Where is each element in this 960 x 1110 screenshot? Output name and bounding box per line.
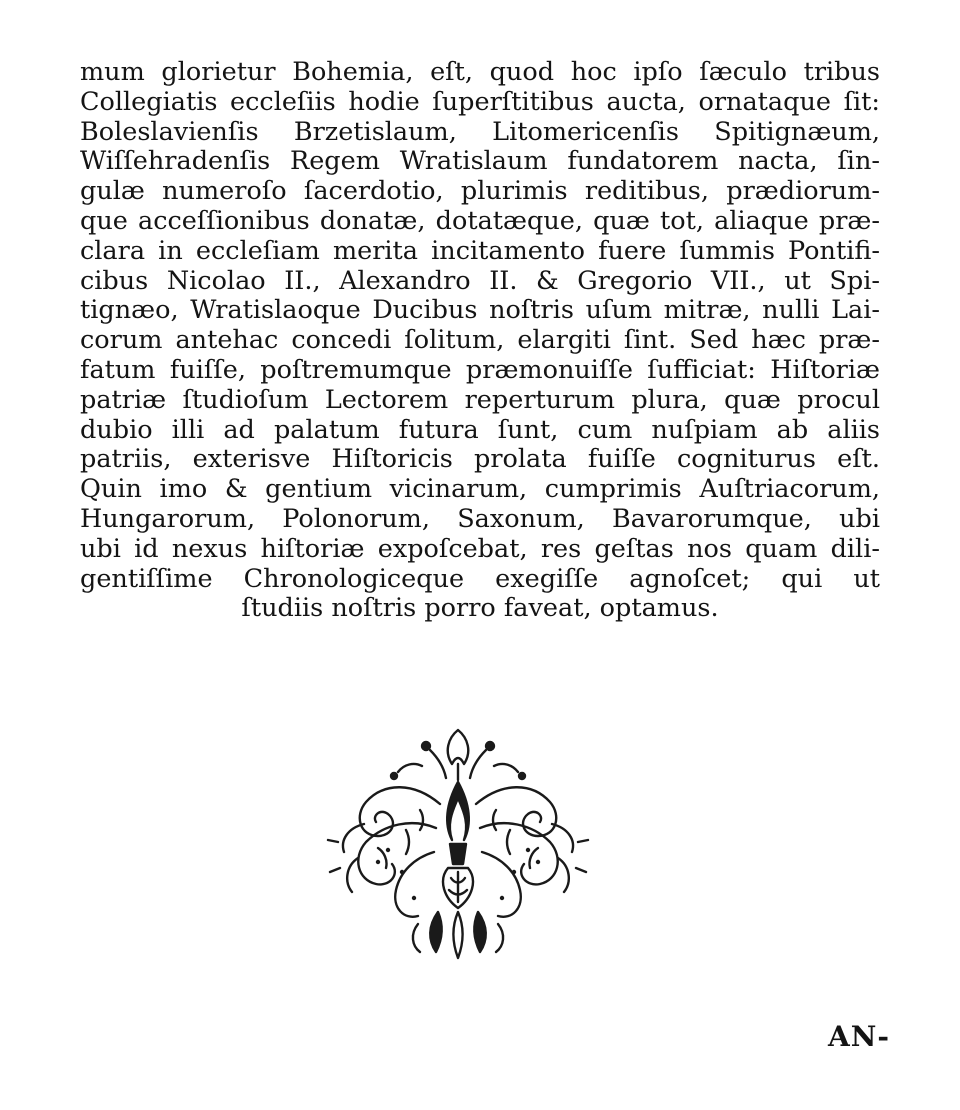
text-line: gulæ numeroſo ſacerdotio, plurimis reditibus, prædiorum- [80,176,880,207]
floral-tailpiece-ornament-icon [318,712,598,972]
text-line: dubio illi ad palatum futura ſunt, cum nuſpiam ab aliis [80,414,880,445]
text-line: clara in eccleſiam merita incitamento fuere ſummis Pontifi- [80,235,880,266]
text-line: patriis, exterisve Hiſtoricis prolata fuiſſe cogniturus eſt. [80,444,880,475]
text-line: Hungarorum, Polonorum, Saxonum, Bavarorumque, ubi [80,503,880,534]
ornament-drawing [318,712,598,972]
text-line: fatum fuiſſe, poſtremumque præmonuiſſe ſufficiat: Hiſtoriæ [80,354,880,385]
text-line: gentiſſime Chronologiceque exegiſſe agnoſcet; qui ut [80,563,880,594]
body-text [80,58,880,624]
text-line: patriæ ſtudioſum Lectorem reperturum plura, quæ procul [80,384,880,415]
catchword: AN- [828,1020,890,1053]
text-line-last: ſtudiis noſtris porro faveat, optamus. [241,593,719,624]
text-line: Wiſſehradenſis Regem Wratislaum fundatorem nacta, ſin- [80,146,880,177]
text-line: Quin imo & gentium vicinarum, cumprimis Auſtriacorum, [80,474,880,505]
text-line: que acceſſionibus donatæ, dotatæque, quæ tot, aliaque præ- [80,205,880,236]
text-line: Boleslavienſis Brzetislaum, Litomericenſis Spitignæum, [80,116,880,147]
text-line: tignæo, Wratislaoque Ducibus noſtris uſum mitræ, nulli Lai- [80,295,880,326]
text-line: ubi id nexus hiſtoriæ expoſcebat, res geſtas nos quam dili- [80,533,880,564]
text-line: mum glorietur Bohemia, eſt, quod hoc ipſo ſæculo tribus [80,57,880,87]
text-line: cibus Nicolao II., Alexandro II. & Gregorio VII., ut Spi- [80,265,880,296]
text-line: Collegiatis eccleſiis hodie ſuperſtitibus aucta, ornataque ſit: [80,86,880,117]
text-line: corum antehac concedi ſolitum, elargiti ſint. Sed hæc præ- [80,325,880,356]
